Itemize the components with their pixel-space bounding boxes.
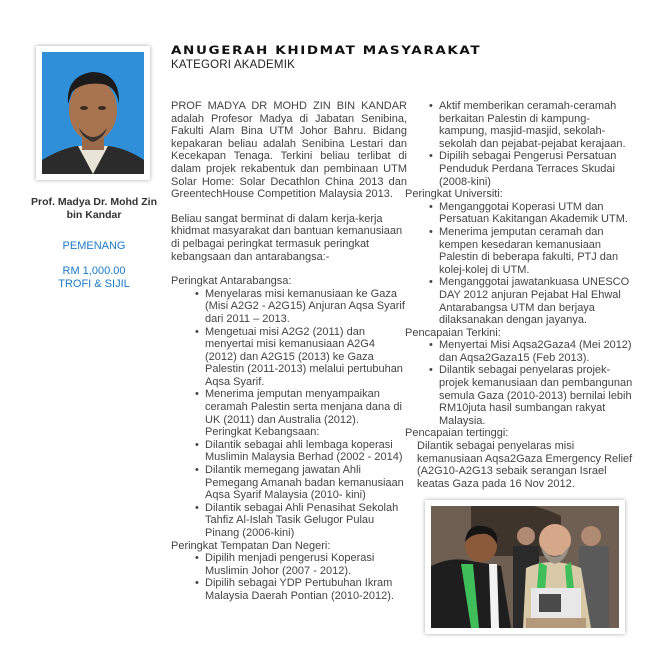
list-item: • Menerima jemputan ceramah dan kempen kesedaran kemanusiaan Palestin di beberapa fakulti, PTJ dan kolej-kolej di UTM. (429, 226, 637, 276)
list-item: • Dilantik sebagai penyelaras projek-projek kemanusiaan dan pembangunan semula Gaza (2010-2013) bernilai lebih RM10juta hasil sumbangan rakyat Malaysia. (429, 364, 637, 427)
status-label: PEMENANG (62, 240, 126, 252)
highest-achievement: Dilantik sebagai penyelaras misi kemanusiaan Aqsa2Gaza Emergency Relief (A2G10-A2G13 sebaik serangan Israel keatas Gaza pada 16 Nov 2012. (417, 440, 633, 490)
section-heading: Peringkat Tempatan Dan Negeri: (171, 539, 331, 552)
list-item: • Aktif memberikan ceramah-ceramah berkaitan Palestin di kampung-kampung, masjid-masjid, sekolah-sekolah dan pejabat-pejabat kerajaan. (429, 100, 637, 150)
list-item: • Dilantik sebagai ahli lembaga koperasi Muslimin Malaysia Berhad (2002 - 2014) (195, 439, 407, 464)
list-item: • Menyelaras misi kemanusiaan ke Gaza (Misi A2G2 - A2G15) Anjuran Aqsa Syarif dari 2011 – 2013. (195, 288, 407, 326)
column-right (405, 100, 637, 490)
winner-block (15, 240, 173, 291)
list-item: • Dipilih sebagai YDP Pertubuhan Ikram Malaysia Daerah Pontian (2010-2012). (195, 577, 407, 602)
caption-line: Prof. Madya Dr. Mohd Zin (30, 196, 157, 208)
section-heading: Peringkat Antarabangsa: (171, 275, 292, 288)
section-heading: Pencapaian Terkini: (405, 326, 501, 339)
profile-caption (15, 196, 173, 222)
prize-items: TROFI & SIJIL (58, 278, 130, 290)
list-item: • Menerima jemputan menyampaikan ceramah Palestin serta menjana dana di UK (2011) dan Australia (2012). Peringkat Kebangsaan: (195, 388, 407, 438)
event-photo-icon (431, 506, 619, 628)
local-list-continued (405, 100, 637, 188)
list-item: • Dilantik memegang jawatan Ahli Pemegang Amanah badan kemanusiaan Aqsa Syarif Malaysia (2010- kini) (195, 464, 407, 502)
list-item: • Menyertai Misi Aqsa2Gaza4 (Mei 2012) dan Aqsa2Gaza15 (Feb 2013). (429, 339, 637, 364)
interest-paragraph: Beliau sangat berminat di dalam kerja-kerja khidmat masyarakat dan bantuan kemanusiaan di pelbagai peringkat termasuk peringkat kebangsaan dan antarabangsa:- (171, 212, 403, 263)
list-item: • Mengetuai misi A2G2 (2011) dan menyertai misi kemanusiaan A2G4 (2012) dan A2G15 (2013) ke Gaza Palestin (2011-2013) melalui pertubuhan Aqsa Syarif. (195, 326, 407, 389)
intro-paragraph: PROF MADYA DR MOHD ZIN BIN KANDAR adalah Profesor Madya di Jabatan Senibina, Fakulti Alam Bina UTM Johor Bahru. Bidang kepakaran beliau adalah Senibina Lestari dan Kecekapan Tenaga. Terkini beliau terlibat di dalam projek rekabentuk dan pembinaan UTM Solar Home: Solar Decathlon China 2013 dan GreentechHouse Competition Malaysia 2013. (171, 100, 407, 201)
local-list (171, 552, 407, 602)
list-item: • Menganggotai Koperasi UTM dan Persatuan Kakitangan Akademik UTM. (429, 201, 637, 226)
list-item: • Dipilih sebagai Pengerusi Persatuan Penduduk Perdana Terraces Skudai (2008-kini) (429, 150, 637, 188)
recent-list (405, 339, 637, 427)
column-left (171, 100, 407, 603)
portrait-photo-icon (42, 52, 144, 174)
prize-amount: RM 1,000.00 (62, 265, 126, 277)
portrait-frame (36, 46, 150, 180)
page-title: ANUGERAH KHIDMAT MASYARAKAT (171, 44, 482, 58)
list-item: • Menganggotai jawatankuasa UNESCO DAY 2012 anjuran Pejabat Hal Ehwal Antarabangsa UTM dan berjaya dilaksanakan dengan jayanya. (429, 276, 637, 326)
section-heading: Pencapaian tertinggi: (405, 427, 509, 440)
university-list (405, 201, 637, 327)
list-item: • Dipilih menjadi pengerusi Koperasi Muslimin Johor (2007 - 2012). (195, 552, 407, 577)
list-item: • Dilantik sebagai Ahli Penasihat Sekolah Tahfiz Al-Islah Tasik Gelugor Pulau Pinang (2006-kini) (195, 502, 407, 540)
section-heading: Peringkat Universiti: (405, 188, 503, 201)
caption-line: bin Kandar (66, 209, 122, 221)
international-list (171, 288, 407, 540)
event-photo-frame (425, 500, 625, 634)
page-subtitle: KATEGORI AKADEMIK (171, 59, 295, 71)
